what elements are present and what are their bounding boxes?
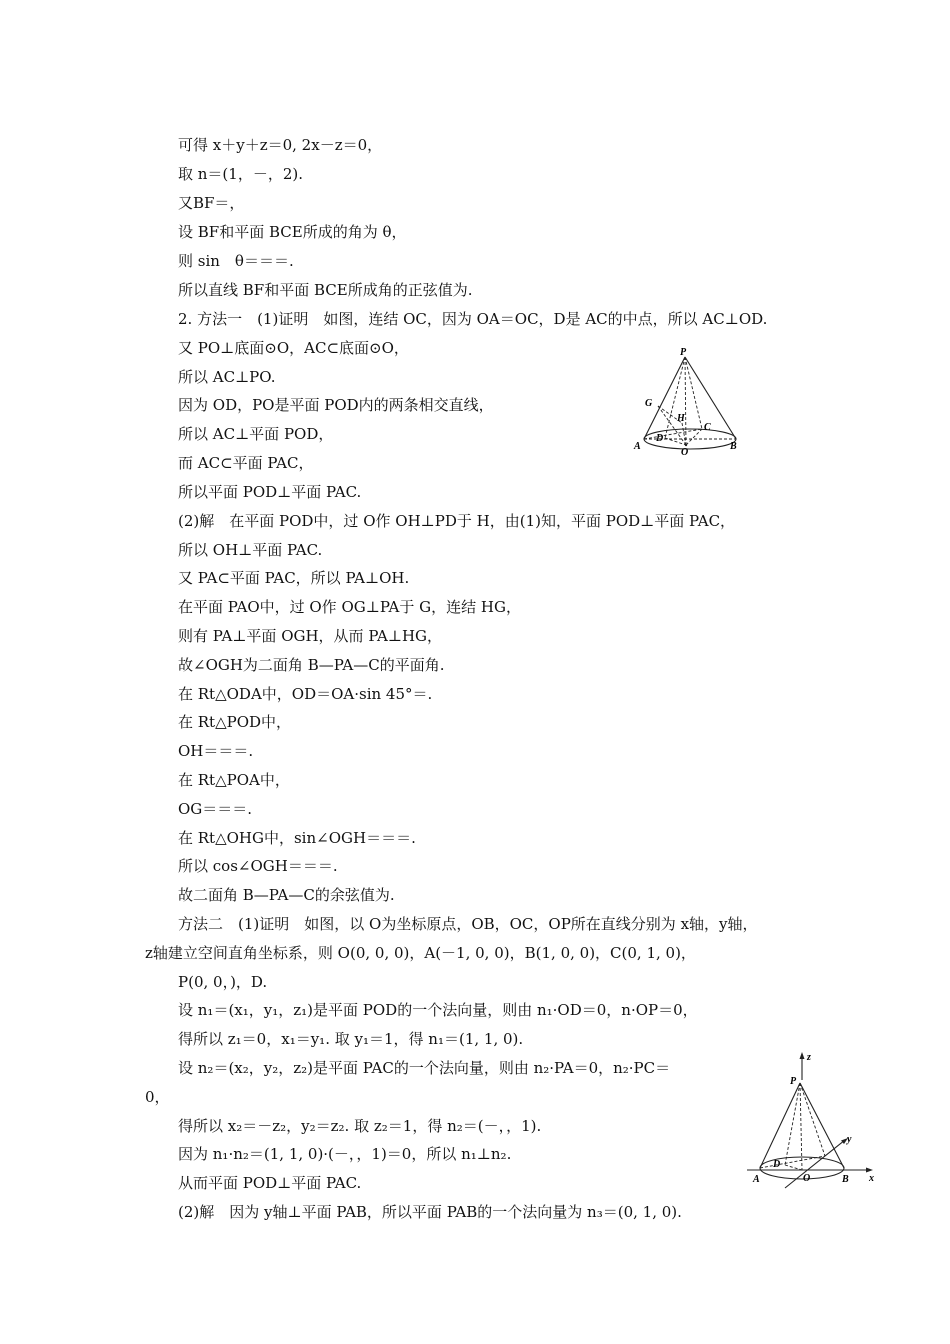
text-line-37: 从而平面 POD⊥平面 PAC. — [178, 1174, 362, 1192]
text-line-24: OG＝＝＝. — [178, 800, 253, 818]
cone-figure-2-svg — [745, 1050, 880, 1195]
axis-label-x: x — [869, 1173, 874, 1184]
text-line-35: 得所以 x₂＝－z₂，y₂＝z₂. 取 z₂＝1，得 n₂＝(－，，1). — [178, 1117, 542, 1135]
text-line-17: 在平面 PAO中，过 O作 OG⊥PA于 G，连结 HG， — [178, 598, 521, 616]
text-line-19: 故∠OGH为二面角 B—PA—C的平面角. — [178, 656, 445, 674]
text-line-2: 取 n＝(1，－，2). — [178, 165, 303, 183]
text-line-38: (2)解 因为 y轴⊥平面 PAB，所以平面 PAB的一个法向量为 n₃＝(0, 1, 0). — [178, 1203, 682, 1221]
label-B: B — [730, 441, 737, 452]
text-line-18: 则有 PA⊥平面 OGH，从而 PA⊥HG， — [178, 627, 443, 645]
label-P2: P — [790, 1076, 797, 1087]
label-A: A — [634, 441, 641, 452]
label-P: P — [680, 347, 687, 358]
label-C: C — [704, 422, 711, 433]
text-line-4: 设 BF和平面 BCE所成的角为 θ， — [178, 223, 407, 241]
text-line-12: 而 AC⊂平面 PAC， — [178, 454, 314, 472]
label-B2: B — [842, 1174, 849, 1185]
text-line-21: 在 Rt△POD中， — [178, 713, 292, 731]
text-line-32: 得所以 z₁＝0，x₁＝y₁. 取 y₁＝1，得 n₁＝(1, 1, 0). — [178, 1030, 524, 1048]
text-line-15: 所以 OH⊥平面 PAC. — [178, 541, 323, 559]
text-line-29: z轴建立空间直角坐标系，则 O(0, 0, 0)，A(－1, 0, 0)，B(1, 0, 0)，C(0, 1, 0)， — [145, 944, 696, 962]
text-line-1: 可得 x＋y＋z＝0, 2x－z＝0， — [178, 136, 383, 154]
text-line-20: 在 Rt△ODA中，OD＝OA·sin 45°＝. — [178, 685, 433, 703]
text-line-27: 故二面角 B—PA—C的余弦值为. — [178, 886, 395, 904]
text-line-13: 所以平面 POD⊥平面 PAC. — [178, 483, 362, 501]
text-line-36: 因为 n₁·n₂＝(1, 1, 0)·(－，，1)＝0，所以 n₁⊥n₂. — [178, 1145, 512, 1163]
text-line-23: 在 Rt△POA中， — [178, 771, 290, 789]
text-line-14: (2)解 在平面 POD中，过 O作 OH⊥PD于 H，由(1)知，平面 POD⊥平面 PAC， — [178, 512, 736, 530]
text-line-5: 则 sin θ＝＝＝. — [178, 252, 294, 270]
cone-figure-2 — [745, 1050, 880, 1195]
label-O2: O — [803, 1173, 811, 1184]
text-line-33: 设 n₂＝(x₂，y₂，z₂)是平面 PAC的一个法向量，则由 n₂·PA＝0，n₂·PC＝ — [178, 1059, 671, 1077]
text-line-31: 设 n₁＝(x₁，y₁，z₁)是平面 POD的一个法向量，则由 n₁·OD＝0，n·OP＝0， — [178, 1001, 698, 1019]
text-line-30: P(0, 0，)，D. — [178, 973, 268, 991]
axis-label-z: z — [807, 1052, 811, 1063]
cone-figure-1 — [630, 345, 750, 465]
text-line-28: 方法二 (1)证明 如图，以 O为坐标原点，OB，OC，OP所在直线分别为 x轴，y轴， — [178, 915, 758, 933]
text-line-25: 在 Rt△OHG中，sin∠OGH＝＝＝. — [178, 829, 416, 847]
text-line-22: OH＝＝＝. — [178, 742, 254, 760]
axis-label-y: y — [847, 1134, 852, 1145]
label-D2: D — [773, 1159, 781, 1170]
label-O: O — [681, 447, 689, 458]
text-line-34: 0， — [145, 1088, 170, 1106]
label-H: H — [677, 413, 685, 424]
cone-figure-1-svg — [630, 345, 750, 465]
text-line-3: 又BF＝， — [178, 194, 245, 212]
text-line-6: 所以直线 BF和平面 BCE所成角的正弦值为. — [178, 281, 473, 299]
text-line-26: 所以 cos∠OGH＝＝＝. — [178, 857, 338, 875]
label-A2: A — [753, 1174, 760, 1185]
text-line-11: 所以 AC⊥平面 POD， — [178, 425, 334, 443]
label-D: D — [656, 433, 664, 444]
text-line-7: 2. 方法一 (1)证明 如图，连结 OC，因为 OA＝OC，D是 AC的中点，所以 AC⊥OD. — [178, 310, 768, 328]
text-line-9: 所以 AC⊥PO. — [178, 368, 276, 386]
text-line-16: 又 PA⊂平面 PAC，所以 PA⊥OH. — [178, 569, 410, 587]
text-line-10: 因为 OD，PO是平面 POD内的两条相交直线， — [178, 396, 494, 414]
text-line-8: 又 PO⊥底面⊙O，AC⊂底面⊙O， — [178, 339, 409, 357]
label-G: G — [645, 398, 653, 409]
